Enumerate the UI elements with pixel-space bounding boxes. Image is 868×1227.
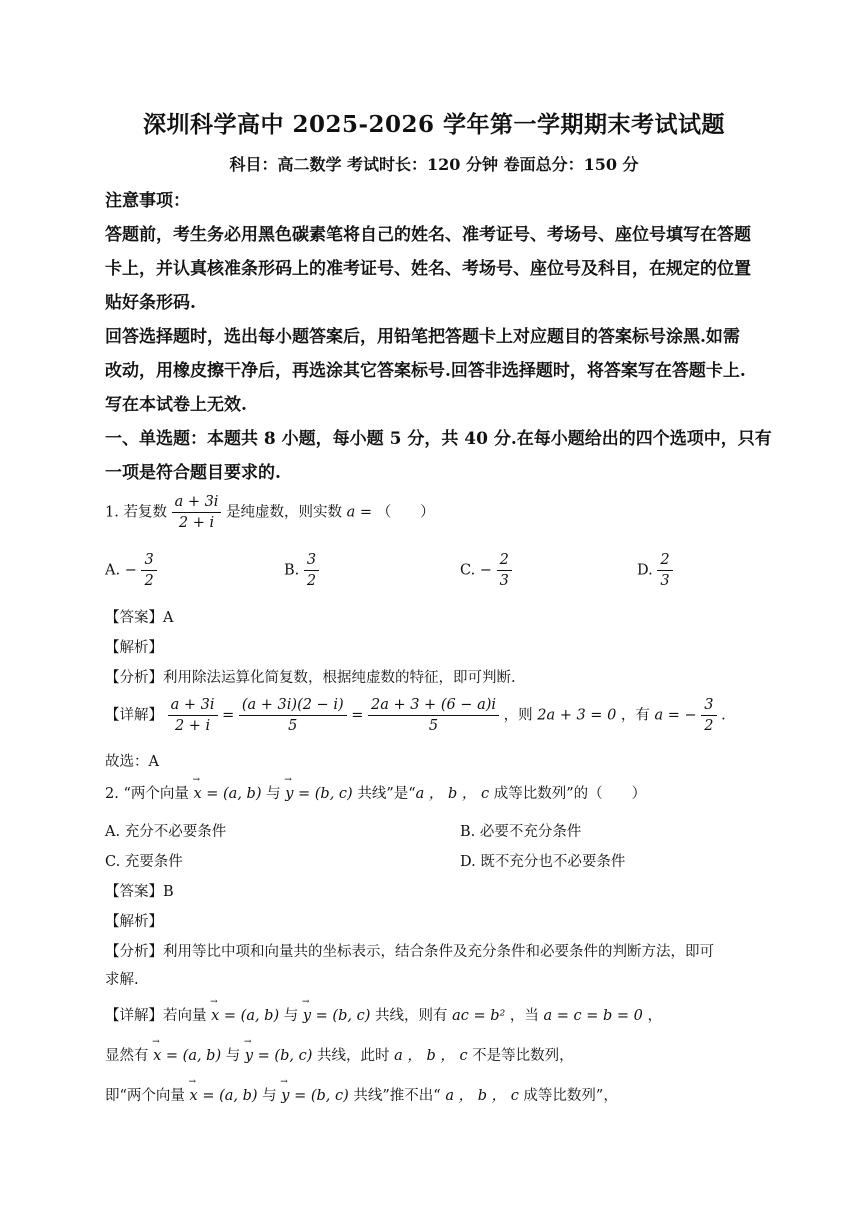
vector-x-value: = (a, b) — [197, 1088, 258, 1104]
option-num: 2 — [497, 550, 512, 571]
detail-text: 与 — [262, 1088, 277, 1104]
notice-line: 答题前，考生务必用黑色碳素笔将自己的姓名、准考证号、考场号、座位号填写在答题 — [105, 225, 751, 245]
q2-option-a: A. 充分不必要条件 — [105, 824, 227, 840]
option-den: 2 — [306, 573, 317, 589]
detail-result: a = − — [654, 707, 697, 724]
vector-y-value: = (b, c) — [289, 1088, 349, 1104]
detail-text: ，有 — [620, 707, 650, 724]
detail-text: 与 — [225, 1048, 241, 1064]
option-den: 2 — [144, 573, 154, 589]
q1-answer: 【答案】A — [105, 610, 174, 626]
q1-choose: 故选：A — [105, 754, 159, 770]
detail-text: 不是等比数列， — [472, 1048, 574, 1064]
option-fraction — [657, 550, 672, 591]
vector-x: → x — [193, 786, 201, 802]
frac-num: (a + 3i)(2 − i) — [239, 695, 347, 716]
q1-frac-den: 2 + i — [178, 515, 215, 531]
frac-den: 5 — [288, 718, 298, 734]
option-num: 3 — [304, 550, 319, 571]
notice-line: 改动，用橡皮擦干净后，再选涂其它答案标号.回答非选择题时，将答案写在答题卡上. — [105, 361, 746, 381]
notice-heading: 注意事项： — [105, 191, 190, 211]
vector-x-value: = (a, b) — [219, 1008, 280, 1024]
vector-y-value: = (b, c) — [253, 1048, 313, 1064]
detail-frac-2 — [239, 695, 347, 736]
detail-text: ，则 — [503, 707, 533, 724]
q1-prefix: 1. 若复数 — [105, 504, 167, 521]
section-heading: 一项是符合题目要求的. — [105, 463, 281, 483]
notice-line: 写在本试卷上无效. — [105, 395, 247, 415]
frac-den: 5 — [428, 718, 439, 734]
q2-option-b: B. 必要不充分条件 — [460, 824, 582, 840]
detail-text: ， — [647, 1008, 663, 1024]
frac-den: 2 — [704, 718, 714, 734]
q1-var: a = — [346, 504, 373, 521]
q2-analysis: 求解. — [105, 972, 139, 988]
q1-option-c — [460, 550, 512, 591]
detail-label: 【详解】 — [105, 707, 163, 724]
vector-x-value: = (a, b) — [201, 786, 262, 802]
option-num: 2 — [657, 550, 672, 571]
q1-option-d — [637, 550, 673, 591]
q2-text: 2. “两个向量 — [105, 786, 189, 802]
detail-text: 【详解】若向量 — [105, 1008, 207, 1024]
q2-option-d: D. 既不充分也不必要条件 — [460, 854, 626, 870]
frac-num: a + 3i — [168, 695, 218, 716]
frac-num: 2a + 3 + (6 − a)i — [368, 695, 499, 716]
q1-frac-num: a + 3i — [172, 492, 222, 513]
q2-detail-1 — [105, 1004, 662, 1025]
option-label: B. — [284, 562, 300, 579]
detail-text: 即“两个向量 — [105, 1088, 185, 1104]
frac-den: 2 + i — [174, 718, 211, 734]
notice-line: 回答选择题时，选出每小题答案后，用铅笔把答题卡上对应题目的答案标号涂黑.如需 — [105, 327, 740, 347]
q1-blank: （ ） — [376, 504, 435, 521]
detail-text: 成等比数列”， — [523, 1088, 618, 1104]
detail-equation: ac = b² — [452, 1008, 506, 1024]
q2-text: 成等比数列”的（ ） — [493, 786, 647, 802]
q1-option-b — [284, 550, 319, 591]
q2-variables: a ， b ， c — [415, 786, 490, 802]
q2-answer: 【答案】B — [105, 884, 174, 900]
option-fraction — [141, 550, 156, 591]
notice-line: 卡上，并认真核准条形码上的准考证号、姓名、考场号、座位号及科目，在规定的位置 — [105, 259, 751, 279]
option-sign: − — [479, 562, 492, 579]
detail-end: . — [721, 707, 726, 724]
detail-frac-1 — [168, 695, 218, 736]
detail-frac-3 — [368, 695, 499, 736]
option-label: A. — [105, 562, 121, 579]
q2-analysis-heading: 【解析】 — [105, 914, 163, 930]
detail-equation: a = c = b = 0 — [543, 1008, 643, 1024]
question-1 — [105, 492, 435, 533]
vector-y-value: = (b, c) — [293, 786, 353, 802]
option-label: C. — [460, 562, 476, 579]
detail-text: ，当 — [509, 1008, 539, 1024]
q1-analysis-heading: 【解析】 — [105, 640, 163, 656]
detail-text: 共线”推不出“ — [353, 1088, 441, 1104]
option-fraction — [304, 550, 319, 591]
vector-y-value: = (b, c) — [311, 1008, 371, 1024]
q2-detail-2 — [105, 1044, 574, 1065]
page-title: 深圳科学高中 2025-2026 学年第一学期期末考试试题 — [142, 111, 726, 138]
detail-variables: a ， b ， c — [445, 1088, 519, 1104]
detail-result-frac — [701, 695, 716, 736]
q1-option-a — [105, 550, 157, 591]
q1-detail: 【详解】 $\frac{a + 3i}{2 + i}$ = $\frac{(a + 3i)(2 - i)}{5}$ = $\frac{2a + 3 + (6 - a)i}{5}$ ，则 2a + 3 = 0 ，有 a = − $\frac{3}{2}$ . — [105, 697, 726, 734]
q2-option-c: C. 充要条件 — [105, 854, 183, 870]
q1-fraction — [172, 492, 222, 533]
exam-info: 科目：高二数学 考试时长：120 分钟 卷面总分：150 分 — [229, 155, 639, 174]
q2-text: 与 — [266, 786, 281, 802]
detail-text: 共线，则有 — [374, 1008, 448, 1024]
detail-text: 共线，此时 — [316, 1048, 390, 1064]
option-num: 3 — [141, 550, 156, 571]
question-2 — [105, 782, 646, 803]
q2-detail-3 — [105, 1084, 618, 1105]
option-den: 3 — [499, 573, 509, 589]
detail-equation: 2a + 3 = 0 — [537, 707, 617, 724]
vector-y: → y — [245, 1048, 253, 1064]
q2-text: 共线”是“ — [357, 786, 416, 802]
detail-text: 显然有 — [105, 1048, 149, 1064]
notice-line: 贴好条形码. — [105, 293, 196, 313]
section-heading: 一、单选题：本题共 8 小题，每小题 5 分，共 40 分.在每小题给出的四个选项中，只有 — [105, 429, 772, 449]
vector-y: → y — [285, 786, 293, 802]
vector-x: → x — [153, 1048, 161, 1064]
detail-text: 与 — [283, 1008, 299, 1024]
q2-analysis: 【分析】利用等比中项和向量共的坐标表示，结合条件及充分条件和必要条件的判断方法，即可 — [105, 944, 714, 960]
vector-x: → x — [190, 1088, 198, 1104]
q1-mid: 是纯虚数，则实数 — [226, 504, 343, 521]
vector-y: → y — [281, 1088, 289, 1104]
detail-variables: a ， b ， c — [394, 1048, 468, 1064]
q1-analysis: 【分析】利用除法运算化简复数，根据纯虚数的特征，即可判断. — [105, 670, 516, 686]
option-den: 3 — [660, 573, 670, 589]
vector-y: → y — [303, 1008, 311, 1024]
option-label: D. — [637, 562, 653, 579]
vector-x: → x — [211, 1008, 219, 1024]
frac-num: 3 — [701, 695, 716, 716]
vector-x-value: = (a, b) — [161, 1048, 222, 1064]
option-sign: − — [124, 562, 137, 579]
option-fraction — [497, 550, 512, 591]
